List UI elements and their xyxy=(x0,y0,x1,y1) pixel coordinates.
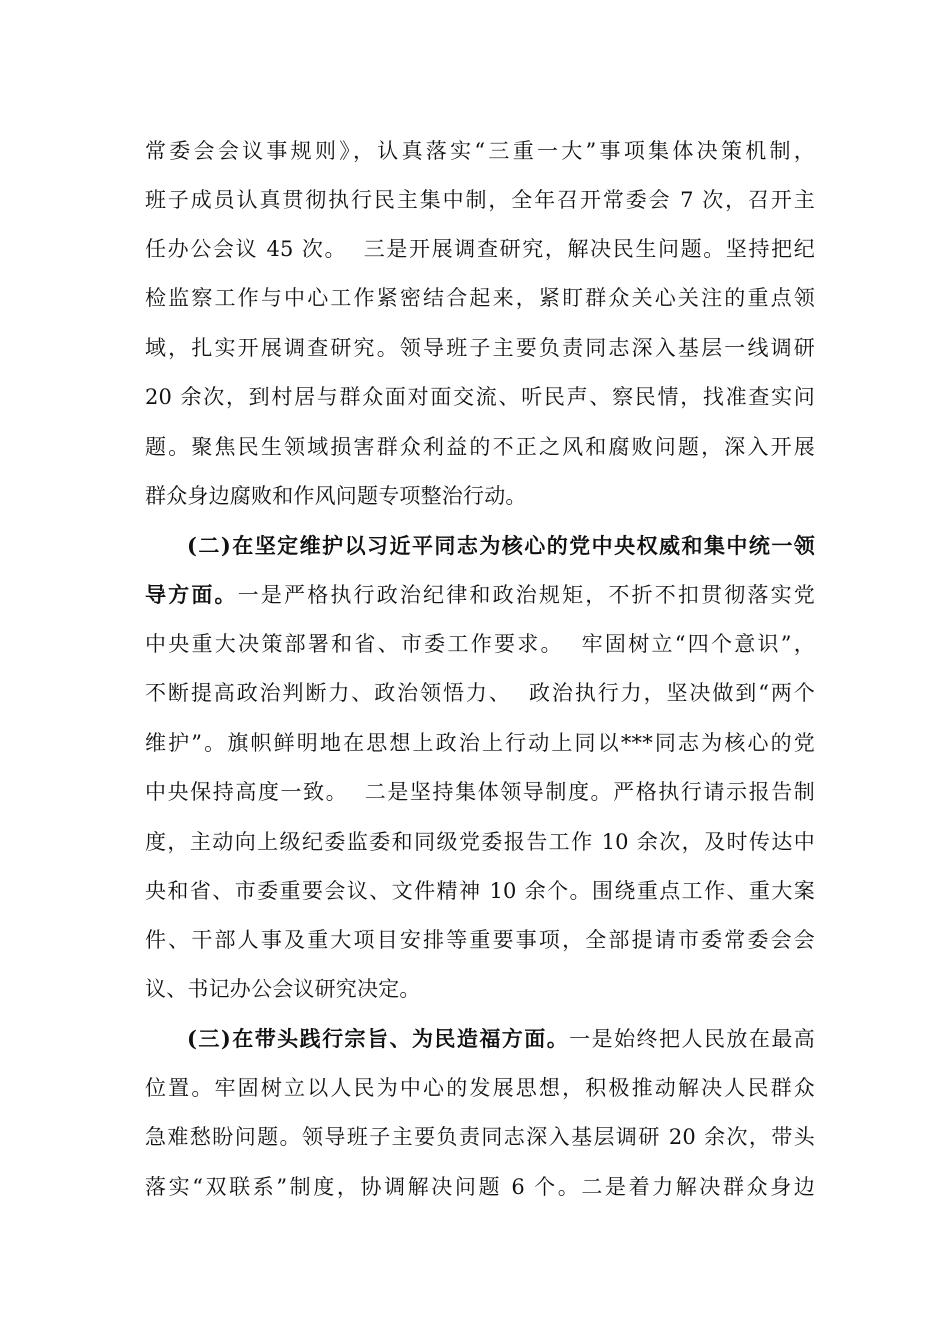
text-line xyxy=(145,380,815,414)
line-text: 一是严格执行政治纪律和政治规矩，不折不扣贯彻落实党 xyxy=(237,583,815,607)
text-line xyxy=(145,134,815,168)
line-text: 件、干部人事及重大项目安排等重要事项，全部提请市委常委会会 xyxy=(145,928,815,952)
text-line xyxy=(145,430,815,464)
heading-text: (三)在带头践行宗旨、为民造福方面。 xyxy=(187,1026,570,1051)
text-line xyxy=(145,232,815,266)
section-heading xyxy=(187,1022,815,1056)
text-line xyxy=(145,972,815,1006)
line-text: 不断提高政治判断力、政治领悟力、 政治执行力，坚决做到“两个 xyxy=(145,681,815,705)
text-line xyxy=(145,183,815,217)
line-text: 任办公会议 45 次。 三是开展调查研究，解决民生问题。坚持把纪 xyxy=(145,237,815,261)
text-line xyxy=(145,923,815,957)
line-text: 位置。牢固树立以人民为中心的发展思想，积极推动解决人民群众 xyxy=(145,1076,815,1100)
line-text: 检监察工作与中心工作紧密结合起来，紧盯群众关心关注的重点领 xyxy=(145,286,815,310)
line-text: 域，扎实开展调查研究。领导班子主要负责同志深入基层一线调研 xyxy=(145,336,815,360)
text-line xyxy=(145,627,815,661)
text-line xyxy=(145,578,815,612)
heading-text: (二)在坚定维护以习近平同志为核心的党中央权威和集中统一领 xyxy=(187,533,815,558)
section-heading xyxy=(187,529,815,563)
text-line xyxy=(145,825,815,859)
line-text: 央和省、市委重要会议、文件精神 10 余个。围绕重点工作、重大案 xyxy=(145,879,815,903)
text-line xyxy=(145,479,815,513)
text-line xyxy=(145,331,815,365)
heading-text: 导方面。 xyxy=(145,582,238,607)
line-text: 20 余次，到村居与群众面对面交流、听民声、察民情，找准查实问 xyxy=(145,385,815,409)
text-line xyxy=(145,1170,815,1204)
line-text: 急难愁盼问题。领导班子主要负责同志深入基层调研 20 余次，带头 xyxy=(145,1125,815,1149)
text-line xyxy=(145,676,815,710)
line-text: 维护”。旗帜鲜明地在思想上政治上行动上同以***同志为核心的党 xyxy=(145,731,815,755)
line-text: 一是始终把人民放在最高 xyxy=(569,1027,815,1051)
text-line xyxy=(145,1071,815,1105)
text-line xyxy=(145,726,815,760)
line-text: 中央保持高度一致。 二是坚持集体领导制度。严格执行请示报告制 xyxy=(145,780,815,804)
line-text: 群众身边腐败和作风问题专项整治行动。 xyxy=(145,484,527,508)
line-text: 题。聚焦民生领域损害群众利益的不正之风和腐败问题，深入开展 xyxy=(145,435,815,459)
line-text: 班子成员认真贯彻执行民主集中制，全年召开常委会 7 次，召开主 xyxy=(145,188,815,212)
text-line xyxy=(145,281,815,315)
text-line xyxy=(145,775,815,809)
line-text: 中央重大决策部署和省、市委工作要求。 牢固树立“四个意识”， xyxy=(145,632,815,656)
line-text: 度，主动向上级纪委监委和同级党委报告工作 10 余次，及时传达中 xyxy=(145,830,815,854)
text-line xyxy=(145,1120,815,1154)
text-line xyxy=(145,874,815,908)
line-text: 落实“双联系”制度，协调解决问题 6 个。二是着力解决群众身边 xyxy=(145,1175,815,1199)
line-text: 议、书记办公会议研究决定。 xyxy=(145,977,421,1001)
line-text: 常委会会议事规则》，认真落实“三重一大”事项集体决策机制， xyxy=(145,139,815,163)
